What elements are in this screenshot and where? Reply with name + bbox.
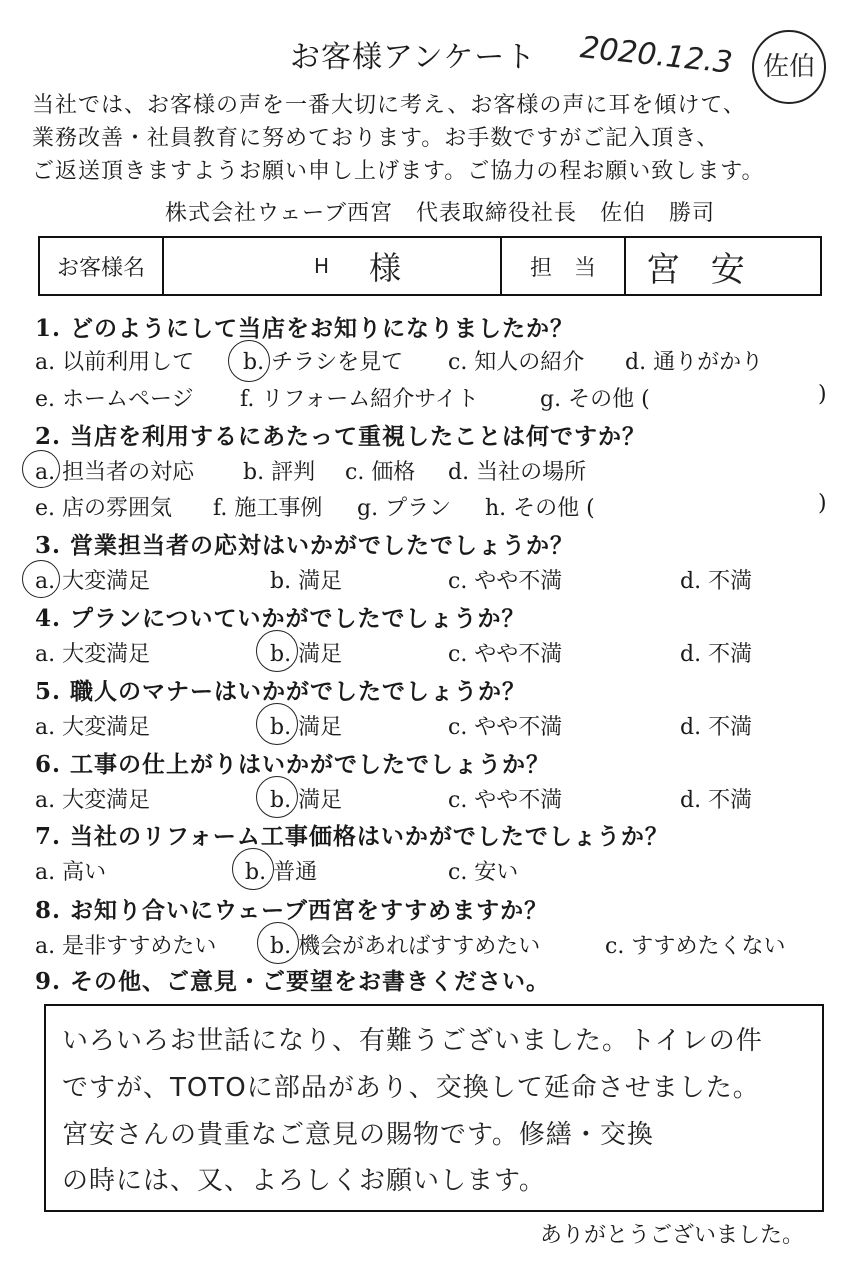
q7-option-c[interactable]: c. 安い xyxy=(448,860,519,885)
q1-option-f[interactable]: f. リフォーム紹介サイト xyxy=(240,387,479,412)
q4-option-b[interactable]: b. 満足 xyxy=(270,642,343,667)
q7-option-b[interactable]: b. 普通 xyxy=(245,860,318,885)
q1-option-g[interactable]: g. その他 ( xyxy=(540,387,650,412)
q5-answer-circle xyxy=(256,703,298,745)
customer-suffix: 様 xyxy=(369,249,402,287)
q1-option-c[interactable]: c. 知人の紹介 xyxy=(448,350,585,375)
staff-name-cell[interactable] xyxy=(626,238,820,294)
q3-option-d[interactable]: d. 不満 xyxy=(680,569,753,594)
q4-option-a[interactable]: a. 大変満足 xyxy=(35,642,151,667)
staff-label: 担 当 xyxy=(529,255,596,281)
comment-line-3: 宮安さんの貴重なご意見の賜物です。修繕・交換 xyxy=(62,1120,654,1150)
q5-option-c[interactable]: c. やや不満 xyxy=(448,715,563,740)
question-6: 6. 工事の仕上がりはいかがでしたでしょうか？ xyxy=(35,751,551,778)
intro-line-2: 業務改善・社員教育に努めております。お手数ですがご記入頂き、 xyxy=(32,126,720,151)
customer-label: お客様名 xyxy=(56,255,145,281)
q6-option-c[interactable]: c. やや不満 xyxy=(448,788,563,813)
q5-option-d[interactable]: d. 不満 xyxy=(680,715,753,740)
q4-option-d[interactable]: d. 不満 xyxy=(680,642,753,667)
q1-other-close: ) xyxy=(818,382,827,407)
q8-answer-circle xyxy=(257,922,299,964)
intro-line-1: 当社では、お客様の声を一番大切に考え、お客様の声に耳を傾けて、 xyxy=(32,93,746,118)
q3-option-b[interactable]: b. 満足 xyxy=(270,569,343,594)
question-5: 5. 職人のマナーはいかがでしたでしょうか？ xyxy=(35,678,527,705)
question-9: 9. その他、ご意見・ご要望をお書きください。 xyxy=(35,968,551,995)
q2-option-c[interactable]: c. 価格 xyxy=(345,460,416,485)
q5-option-a[interactable]: a. 大変満足 xyxy=(35,715,151,740)
q2-option-e[interactable]: e. 店の雰囲気 xyxy=(35,496,173,521)
q2-other-close: ) xyxy=(818,491,827,516)
q1-option-d[interactable]: d. 通りがかり xyxy=(625,350,764,375)
q2-option-b[interactable]: b. 評判 xyxy=(243,460,316,485)
q1-option-e[interactable]: e. ホームページ xyxy=(35,387,194,412)
question-4: 4. プランについていかがでしたでしょうか？ xyxy=(35,605,526,632)
question-2: 2. 当店を利用するにあたって重視したことは何ですか？ xyxy=(35,423,647,450)
customer-name: H xyxy=(314,254,330,278)
q2-option-a[interactable]: a. 担当者の対応 xyxy=(35,460,195,485)
q5-option-b[interactable]: b. 満足 xyxy=(270,715,343,740)
q6-option-d[interactable]: d. 不満 xyxy=(680,788,753,813)
q8-option-a[interactable]: a. 是非すすめたい xyxy=(35,934,217,959)
q1-option-b[interactable]: b. チラシを見て xyxy=(243,350,404,375)
q6-option-b[interactable]: b. 満足 xyxy=(270,788,343,813)
question-7: 7. 当社のリフォーム工事価格はいかがでしたでしょうか？ xyxy=(35,823,669,850)
thanks-text: ありがとうございました。 xyxy=(540,1223,805,1248)
question-1: 1. どのようにして当店をお知りになりましたか？ xyxy=(35,315,575,342)
q3-option-c[interactable]: c. やや不満 xyxy=(448,569,563,594)
q8-option-b[interactable]: b. 機会があればすすめたい xyxy=(270,934,541,959)
q8-option-c[interactable]: c. すすめたくない xyxy=(605,934,786,959)
company-signature: 株式会社ウェーブ西宮 代表取締役社長 佐伯 勝司 xyxy=(165,201,716,226)
customer-label-cell xyxy=(40,238,164,294)
q7-option-a[interactable]: a. 高い xyxy=(35,860,107,885)
q1-option-a[interactable]: a. 以前利用して xyxy=(35,350,195,375)
q2-answer-circle xyxy=(22,450,60,488)
comment-line-4: の時には、又、よろしくお願いします。 xyxy=(62,1166,546,1196)
question-3: 3. 営業担当者の応対はいかがでしたでしょうか？ xyxy=(35,532,575,559)
q7-answer-circle xyxy=(232,848,274,890)
handwritten-date: 2020.12.3 xyxy=(578,30,735,81)
staff-label-cell xyxy=(502,238,626,294)
q2-option-d[interactable]: d. 当社の場所 xyxy=(448,460,587,485)
intro-line-3: ご返送頂きますようお願い申し上げます。ご協力の程お願い致します。 xyxy=(32,159,765,184)
page-title: お客様アンケート xyxy=(290,40,537,75)
q1-answer-circle xyxy=(228,340,270,382)
customer-name-cell[interactable] xyxy=(164,238,502,294)
staff-name: 宮 安 xyxy=(646,249,755,290)
q6-answer-circle xyxy=(256,776,298,818)
q3-option-a[interactable]: a. 大変満足 xyxy=(35,569,151,594)
seal-stamp: 佐伯 xyxy=(752,30,826,104)
customer-header-table xyxy=(38,236,822,296)
q4-option-c[interactable]: c. やや不満 xyxy=(448,642,563,667)
q2-option-f[interactable]: f. 施工事例 xyxy=(213,496,323,521)
q3-answer-circle xyxy=(22,560,60,598)
comment-line-2: ですが、TOTOに部品があり、交換して延命させました。 xyxy=(62,1073,760,1103)
question-8: 8. お知り合いにウェーブ西宮をすすめますか？ xyxy=(35,897,549,924)
comment-line-1: いろいろお世話になり、有難うございました。トイレの件 xyxy=(62,1026,763,1056)
q6-option-a[interactable]: a. 大変満足 xyxy=(35,788,151,813)
q4-answer-circle xyxy=(256,630,298,672)
q2-option-h[interactable]: h. その他 ( xyxy=(485,496,595,521)
q2-option-g[interactable]: g. プラン xyxy=(357,496,452,521)
